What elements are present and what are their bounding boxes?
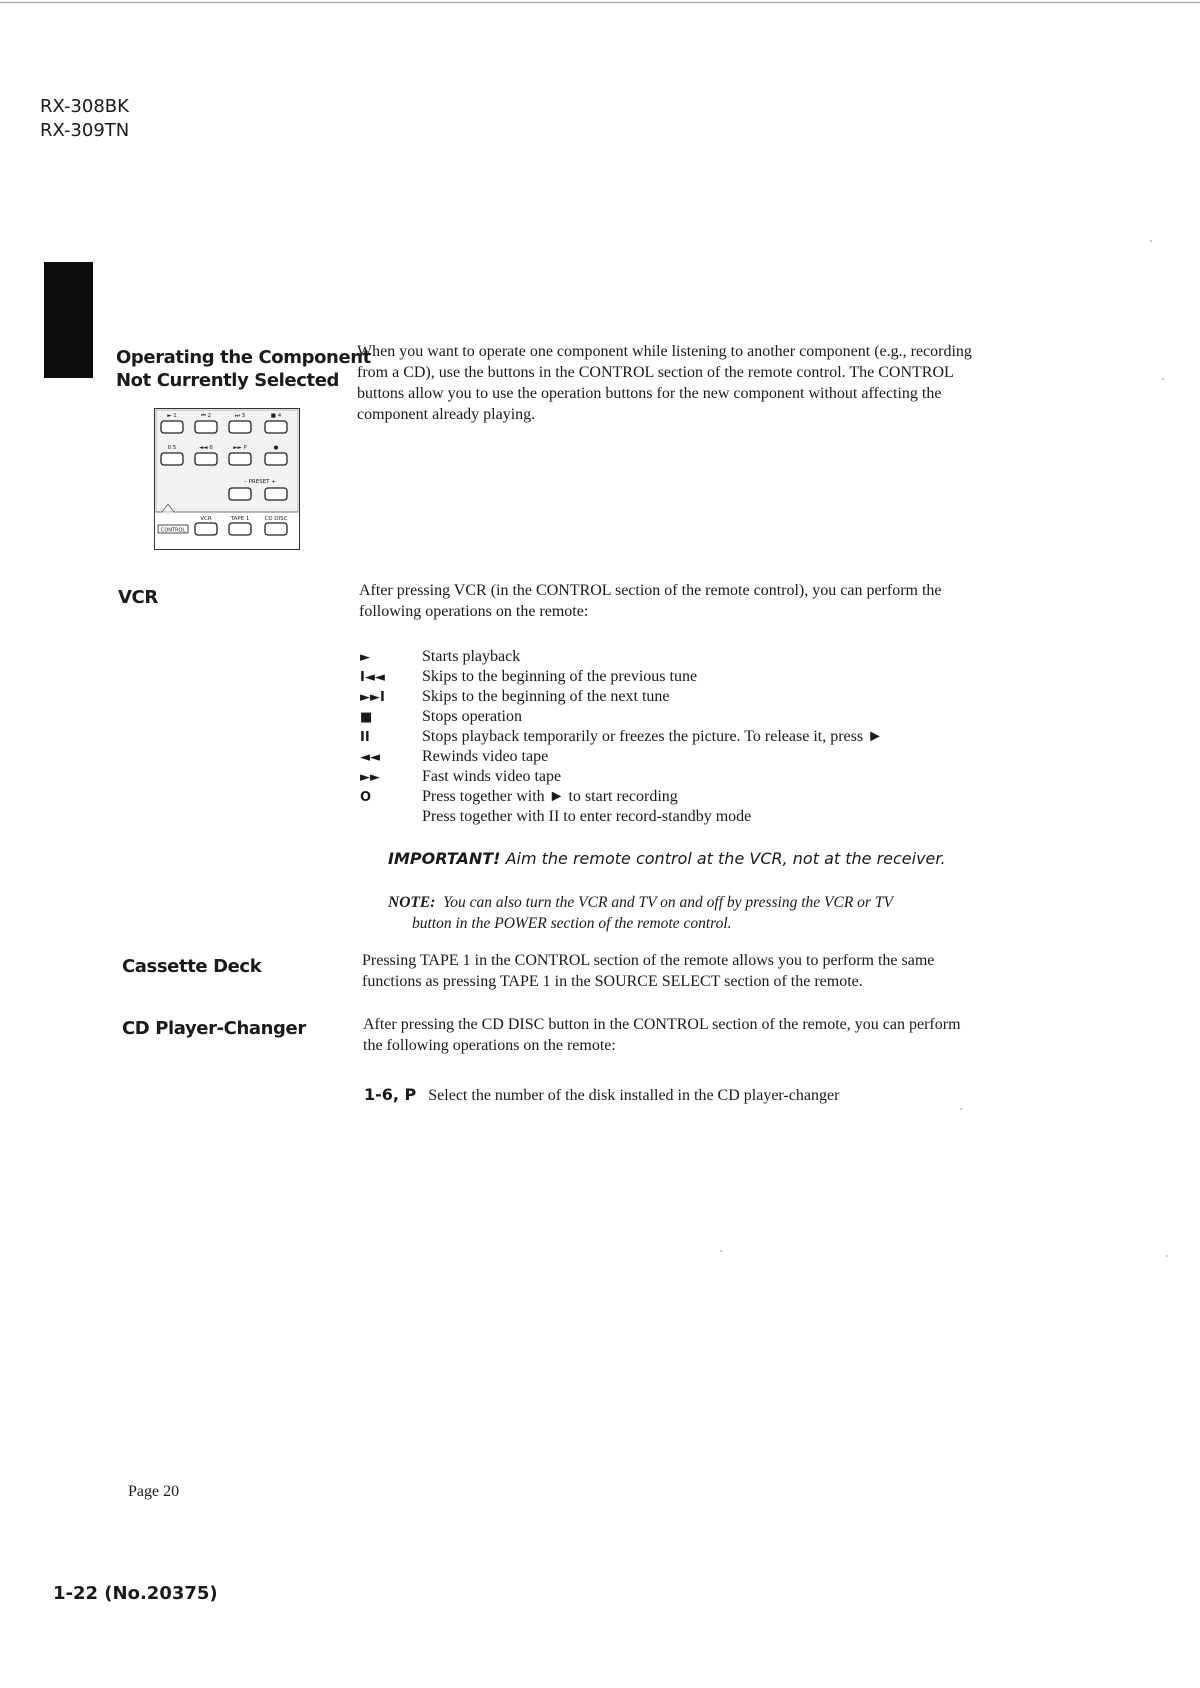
operating-body: When you want to operate one component while listening to another component (e.g., recording from a CD), use the buttons in the CONTROL section of the remote control. The CONTROL buttons allow you to use the operation buttons for the new component without affecting the component already playing. [357,343,972,423]
vcr-intro: After pressing VCR (in the CONTROL section of the remote control), you can perform the following operations on the remote: [359,582,942,620]
model-numbers [40,95,129,143]
stop-symbol: ■ [360,709,373,725]
remote-label: II 5 [167,445,177,451]
control-label: CONTROL [160,527,186,534]
remote-label: ⏭ 3 [234,413,246,419]
list-item: ◄◄ Rewinds video tape [360,748,549,765]
skip-back-symbol: I◄◄ [360,669,385,685]
remote-label: CD DISC [264,516,288,522]
list-item: O Press together with ► to start recording [360,788,678,805]
list-item-continuation: Press together with II to enter record-standby mode [422,808,752,825]
remote-label: – PRESET + [244,479,276,485]
scan-speck [1166,1255,1168,1257]
remote-label: VCR [200,516,212,522]
scan-speck [960,1108,962,1110]
list-item: ► Starts playback [360,648,521,665]
model-number: RX-308BK [40,96,129,117]
vcr-heading: VCR [118,587,158,608]
vcr-operations-list [360,647,883,827]
play-symbol: ► [360,649,370,665]
cd-heading: CD Player-Changer [122,1018,306,1039]
remote-control-illustration [154,408,300,550]
scan-speck [1162,378,1164,380]
remote-label: ⏮ 2 [200,413,212,419]
footer-page-number: 1-22 (No.20375) [53,1583,218,1604]
list-item: II Stops playback temporarily or freezes the picture. To release it, press ► [360,728,883,745]
top-rule [0,2,1200,3]
cd-body: After pressing the CD DISC button in the CONTROL section of the remote, you can perform the following operations on the remote: [363,1016,961,1054]
cassette-body: Pressing TAPE 1 in the CONTROL section of the remote allows you to perform the same functions as pressing TAPE 1 in the SOURCE SELECT section of the remote. [362,952,935,990]
fast-forward-symbol: ►► [360,769,380,785]
rewind-symbol: ◄◄ [360,749,380,765]
remote-label: ► 1 [167,413,177,419]
note: NOTE: You can also turn the VCR and TV on and off by pressing the VCR or TV button in the POWER section of the remote control. [388,894,893,932]
remote-label: ■ 4 [270,413,282,419]
pause-symbol: II [360,729,370,745]
cd-operation-item: 1-6, P Select the number of the disk installed in the CD player-changer [364,1085,840,1104]
important-notice: IMPORTANT! Aim the remote control at the VCR, not at the receiver. [388,849,946,868]
list-item: I◄◄ Skips to the beginning of the previous tune [360,668,698,685]
scan-speck [1150,240,1152,242]
remote-label: ►► P [233,445,247,451]
model-number: RX-309TN [40,120,130,141]
skip-forward-symbol: ►►I [360,689,385,705]
page-label: Page 20 [128,1483,180,1500]
section-tab-marker [44,262,93,378]
remote-label: ● [273,445,279,451]
operating-heading: Operating the Component Not Currently Selected [116,347,371,391]
record-symbol: O [360,789,372,805]
list-item: ■ Stops operation [360,708,522,725]
cd-item-key: 1-6, P [364,1085,417,1104]
remote-label: ◄◄ 6 [199,445,213,451]
scan-speck [720,1250,722,1252]
cassette-heading: Cassette Deck [122,956,262,977]
list-item: ►► Fast winds video tape [360,768,562,785]
remote-label: TAPE 1 [230,516,250,522]
list-item: ►►I Skips to the beginning of the next tune [360,688,670,705]
